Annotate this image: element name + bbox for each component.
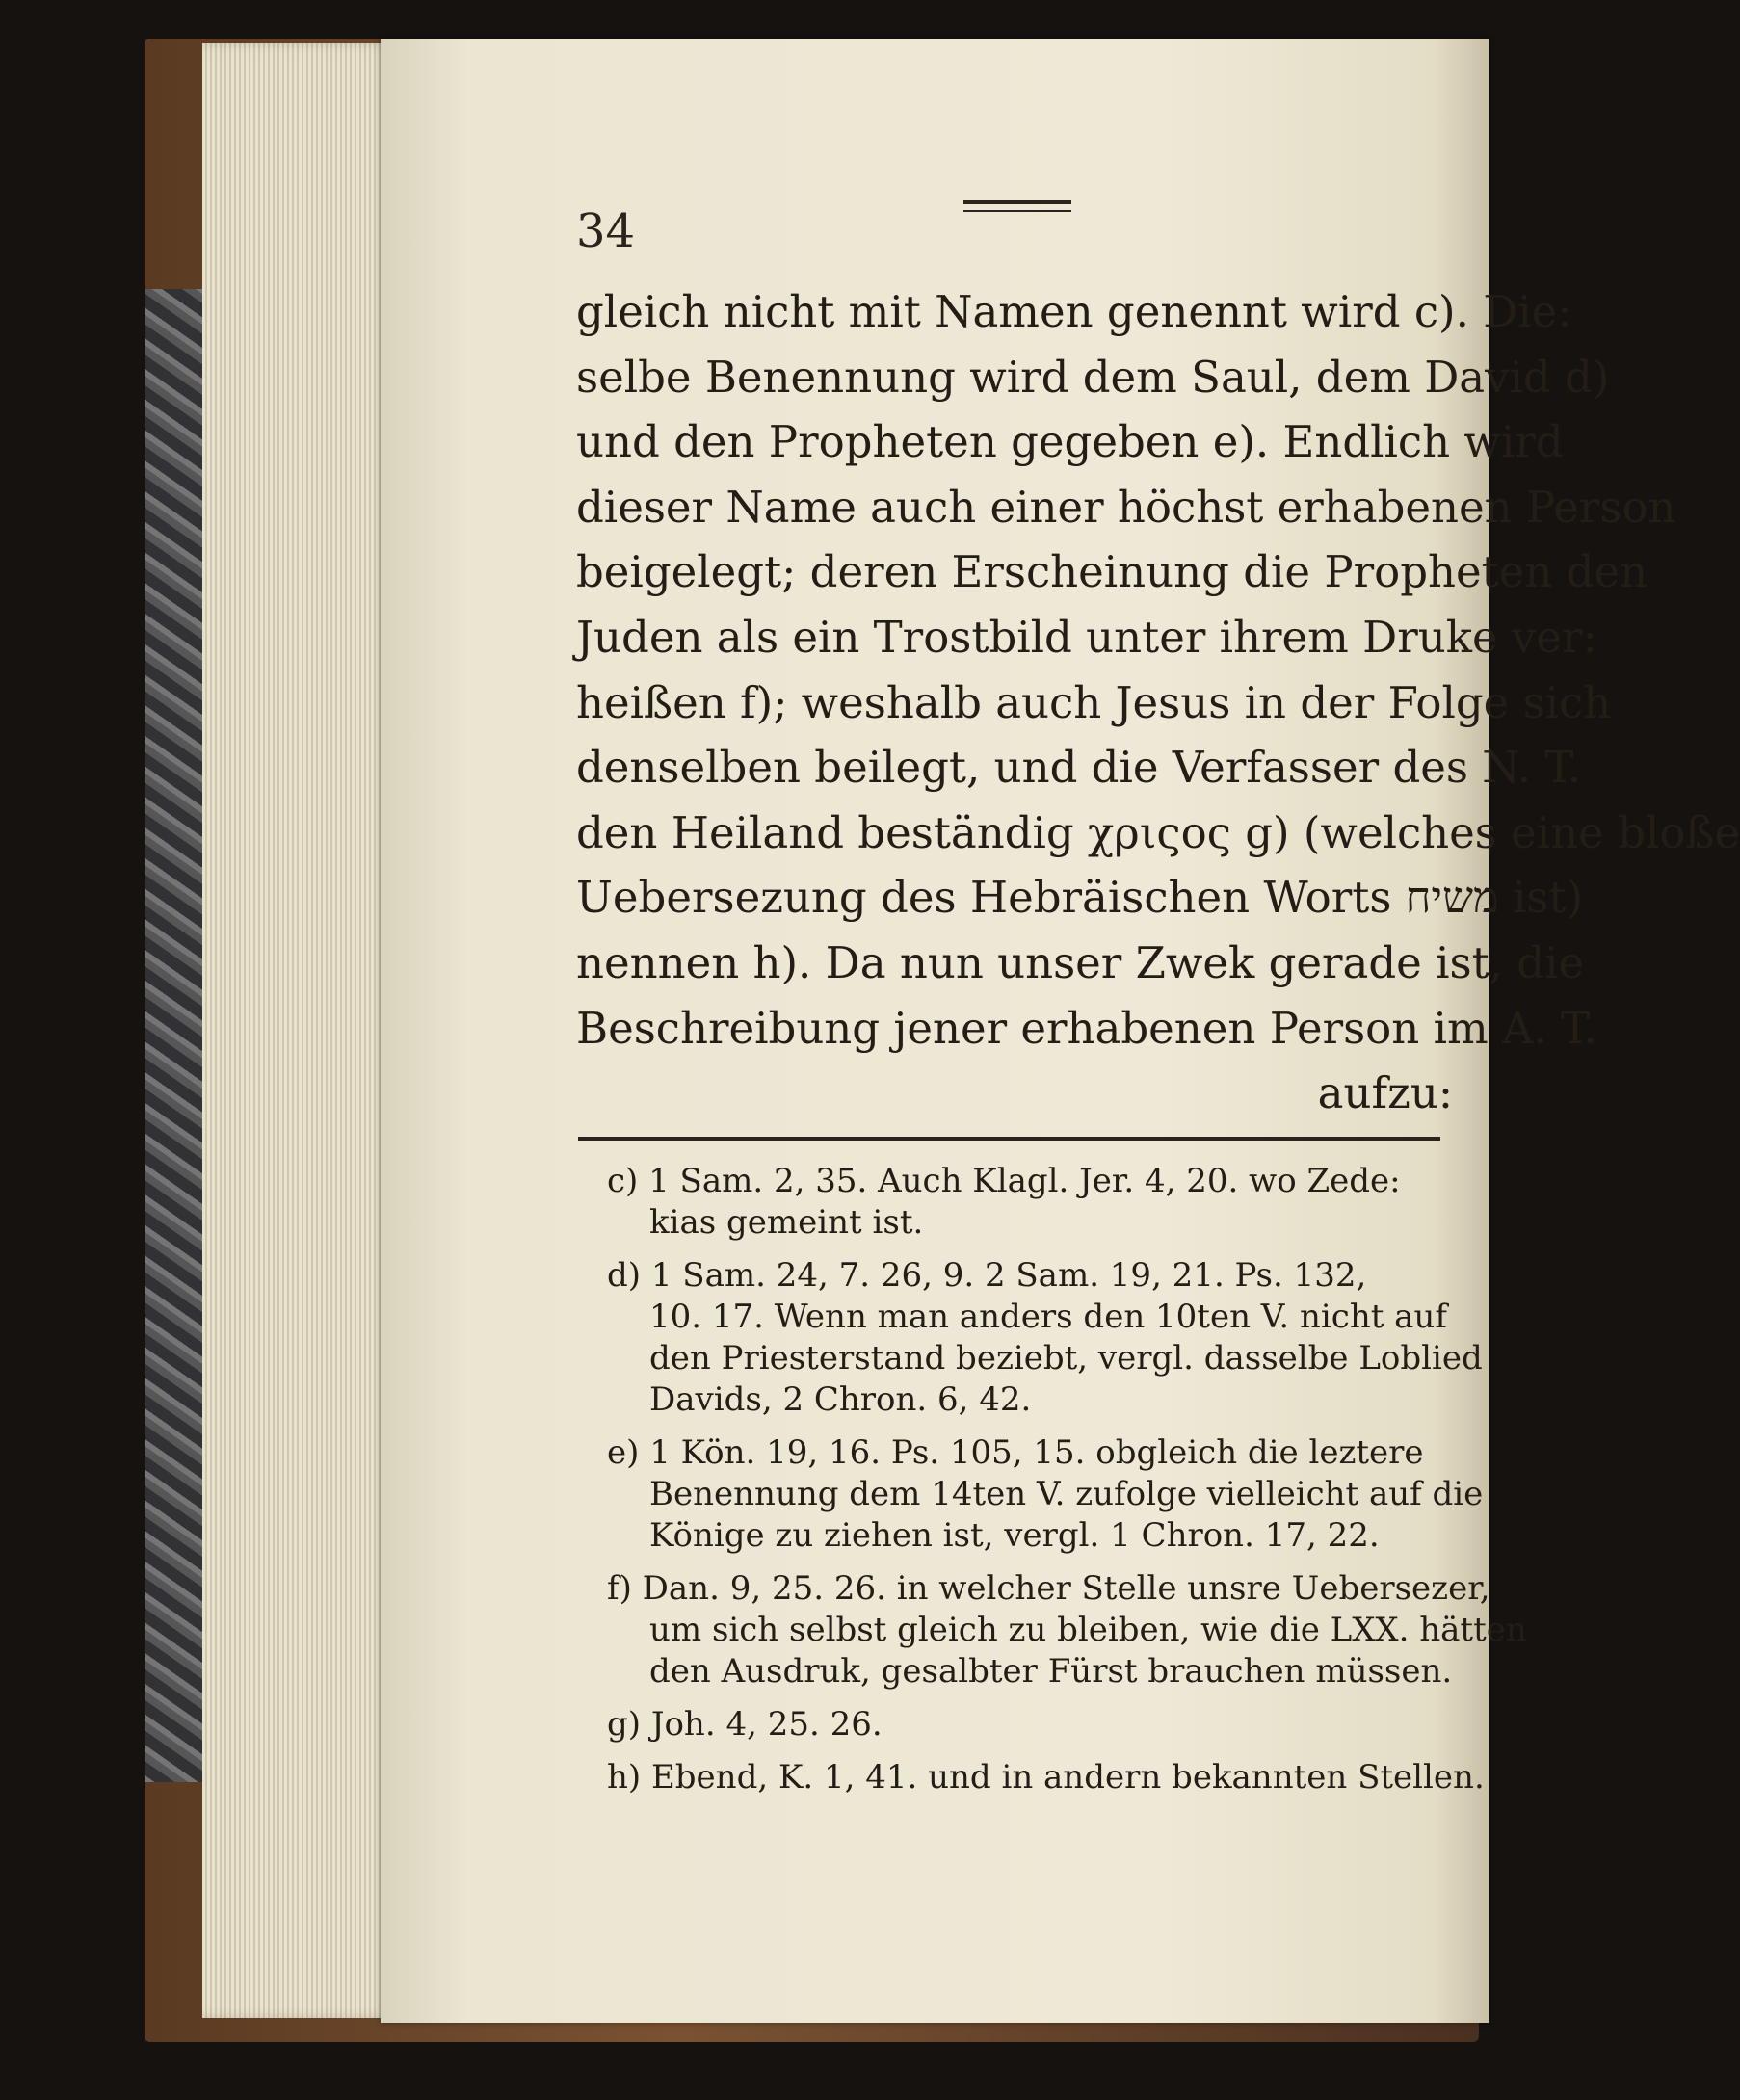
text-line: Beschreibung jener erhabenen Person im A. T. — [576, 1002, 1597, 1054]
footnote-c — [607, 1161, 1445, 1244]
page-stack — [202, 43, 395, 2018]
text-line: nennen h). Da nun unser Zwek gerade ist, die — [576, 936, 1585, 988]
footnote-line: f) Dan. 9, 25. 26. in welcher Stelle unsre Uebersezer, — [607, 1569, 1490, 1608]
footnote-line: kias gemeint ist. — [649, 1203, 924, 1242]
footnote-g — [607, 1704, 1445, 1746]
footnote-line: 10. 17. Wenn man anders den 10ten V. nicht auf — [649, 1298, 1447, 1336]
text-line: heißen f); weshalb auch Jesus in der Folge sich — [576, 676, 1612, 728]
text-line: denselben beilegt, und die Verfasser des N. T. — [576, 742, 1582, 794]
footnote-f — [607, 1568, 1527, 1693]
footnote-line: h) Ebend, K. 1, 41. und in andern bekannten Stellen. — [607, 1758, 1485, 1797]
catchword: aufzu: — [1317, 1067, 1453, 1119]
text-line: beigelegt; deren Erscheinung die Propheten den — [576, 546, 1648, 598]
footnote-line: den Priesterstand beziebt, vergl. dasselbe Loblied — [649, 1339, 1483, 1378]
header-rule — [963, 200, 1071, 212]
footnote-h — [607, 1757, 1485, 1798]
footnote-line: c) 1 Sam. 2, 35. Auch Klagl. Jer. 4, 20. wo Zede: — [607, 1162, 1401, 1200]
footnote-separator — [578, 1137, 1440, 1141]
footnote-d — [607, 1255, 1483, 1421]
text-line: gleich nicht mit Namen genennt wird c). Die: — [576, 286, 1572, 337]
footnote-line: e) 1 Kön. 19, 16. Ps. 105, 15. obgleich die leztere — [607, 1433, 1424, 1472]
footnote-e — [607, 1432, 1484, 1557]
footnote-line: d) 1 Sam. 24, 7. 26, 9. 2 Sam. 19, 21. Ps. 132, — [607, 1256, 1367, 1295]
page-number: 34 — [576, 204, 636, 258]
footnote-line: um sich selbst gleich zu bleiben, wie die LXX. hätten — [649, 1611, 1527, 1649]
text-line: Uebersezung des Hebräischen Worts משיח ist) — [576, 872, 1584, 924]
footnote-line: Könige zu ziehen ist, vergl. 1 Chron. 17, 22. — [649, 1516, 1380, 1555]
text-line: den Heiland beständig χριςος g) (welches eine bloße — [576, 806, 1740, 858]
footnote-line: g) Joh. 4, 25. 26. — [607, 1705, 883, 1744]
footnote-line: den Ausdruk, gesalbter Fürst brauchen müssen. — [649, 1652, 1453, 1691]
footnote-line: Davids, 2 Chron. 6, 42. — [649, 1380, 1032, 1419]
footnotes — [607, 1161, 1527, 1810]
text-line: dieser Name auch einer höchst erhabenen Person — [576, 481, 1676, 533]
text-line: und den Propheten gegeben e). Endlich wird — [576, 416, 1564, 468]
footnote-line: Benennung dem 14ten V. zufolge vielleicht auf die — [649, 1475, 1484, 1513]
text-line: Juden als ein Trostbild unter ihrem Druke ver: — [576, 611, 1597, 663]
text-line: selbe Benennung wird dem Saul, dem David d) — [576, 351, 1610, 403]
main-text — [576, 279, 1740, 1126]
